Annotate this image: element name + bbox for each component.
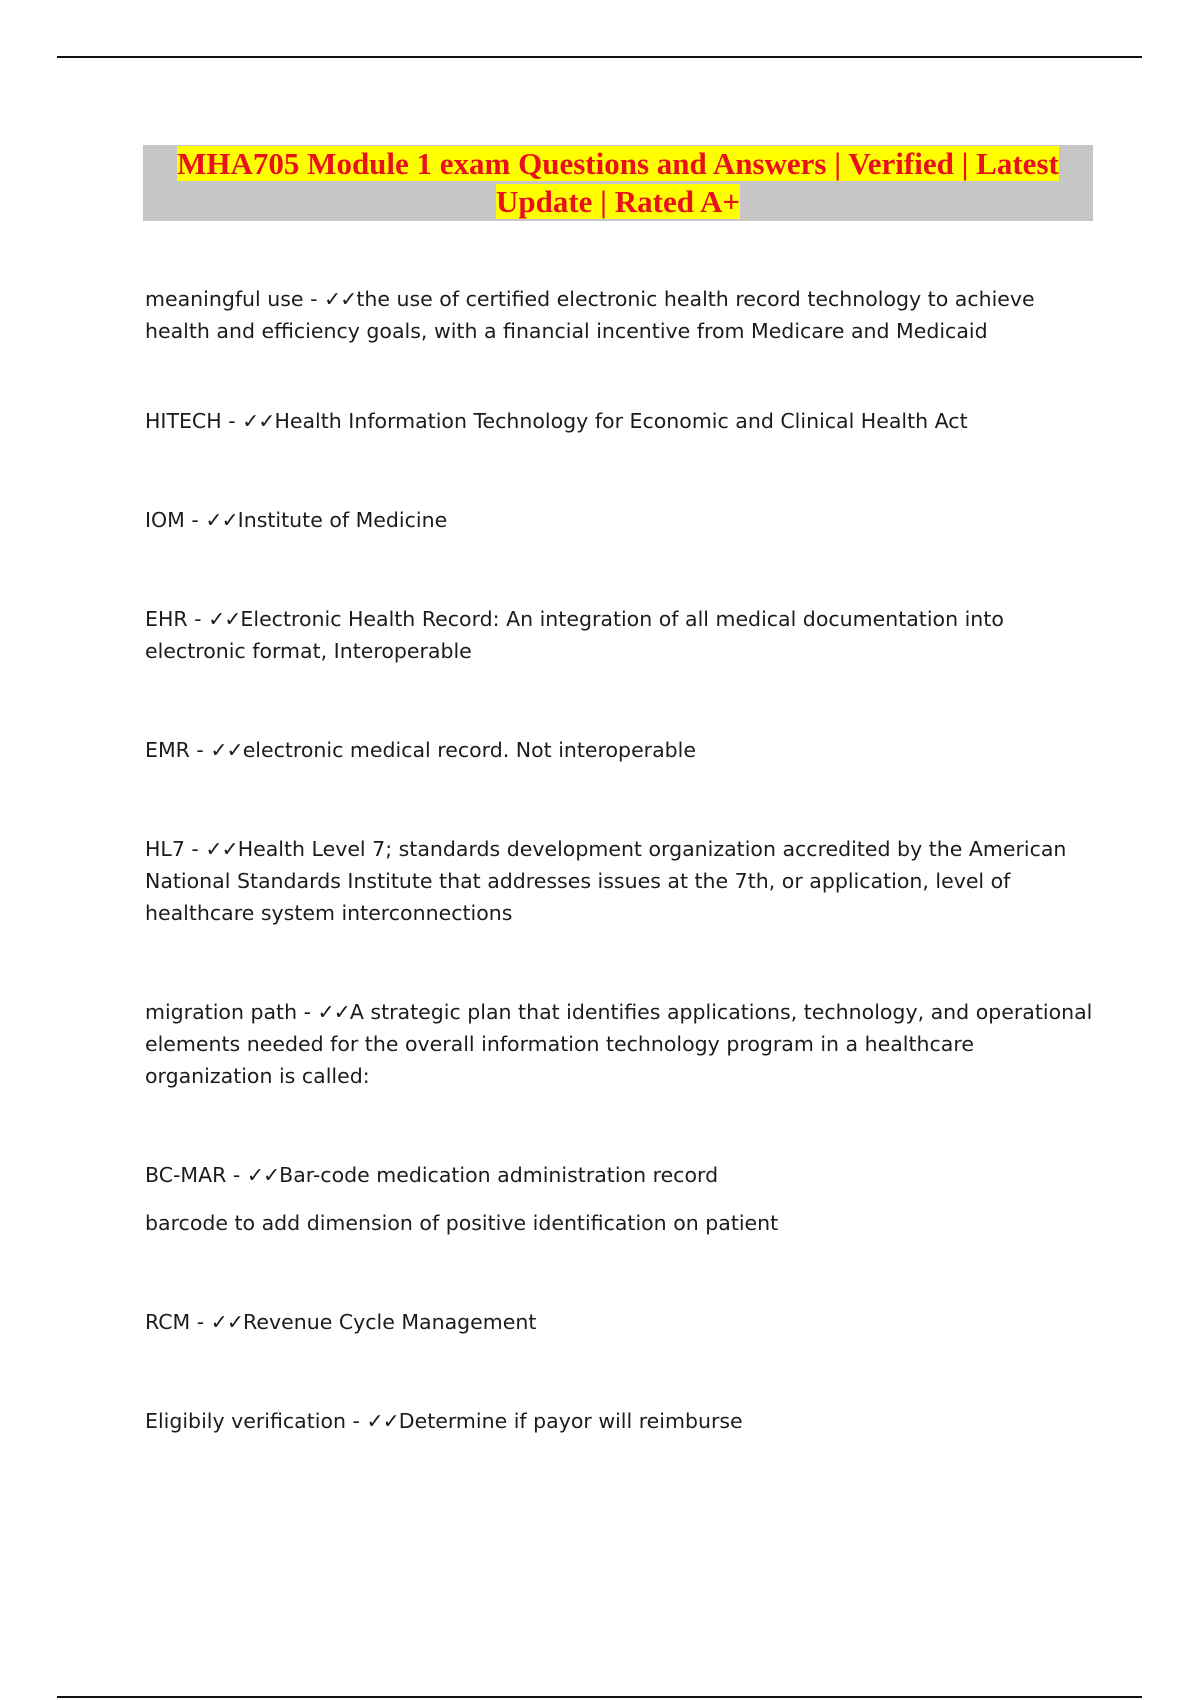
check-icon: ✓✓ bbox=[323, 287, 357, 311]
entry-term: IOM bbox=[145, 508, 185, 532]
qa-entry-emr bbox=[145, 734, 1100, 766]
entry-term: EMR bbox=[145, 738, 190, 762]
entry-separator: - bbox=[184, 508, 206, 532]
qa-entry-bc-mar-note: barcode to add dimension of positive identification on patient bbox=[145, 1211, 779, 1235]
entry-term: Eligibily verification bbox=[145, 1409, 346, 1433]
check-icon: ✓✓ bbox=[246, 1163, 280, 1187]
entry-definition: Health Level 7; standards development organization accredited by the American National Standards Institute that addresses issues at the 7th, or application, level of healthcare system interconnections bbox=[145, 837, 1067, 925]
entry-separator: - bbox=[346, 1409, 367, 1433]
qa-entry-rcm bbox=[145, 1306, 1100, 1338]
entry-definition: Institute of Medicine bbox=[237, 508, 448, 532]
qa-entry-bc-mar bbox=[145, 1159, 1100, 1191]
check-icon: ✓✓ bbox=[242, 409, 275, 433]
entry-separator: - bbox=[189, 738, 211, 762]
entry-definition: electronic medical record. Not interoperable bbox=[242, 738, 696, 762]
entry-term: BC-MAR bbox=[145, 1163, 227, 1187]
entry-definition: the use of certified electronic health record technology to achieve health and efficiency goals, with a financial incentive from Medicare and Medicaid bbox=[145, 287, 1035, 343]
qa-entry-ehr bbox=[145, 603, 1100, 667]
entry-term: RCM bbox=[145, 1310, 191, 1334]
check-icon: ✓✓ bbox=[208, 607, 241, 631]
qa-entry-eligibility-verification bbox=[145, 1405, 1100, 1437]
qa-entry-migration-path bbox=[145, 996, 1100, 1092]
document-title: MHA705 Module 1 exam Questions and Answers | Verified | Latest Update | Rated A+ bbox=[177, 146, 1059, 219]
check-icon: ✓✓ bbox=[317, 1000, 350, 1024]
qa-entry-hitech bbox=[145, 405, 1100, 437]
entry-term: HL7 bbox=[145, 837, 185, 861]
qa-entry-iom bbox=[145, 504, 1100, 536]
entry-definition: Electronic Health Record: An integration of all medical documentation into electronic format, Interoperable bbox=[145, 607, 1004, 663]
entry-separator: - bbox=[226, 1163, 247, 1187]
check-icon: ✓✓ bbox=[210, 738, 243, 762]
entry-term: HITECH bbox=[145, 409, 222, 433]
qa-entry-meaningful-use bbox=[145, 283, 1100, 347]
bottom-rule bbox=[57, 1696, 1142, 1698]
qa-list bbox=[145, 283, 1100, 1437]
entry-definition: Bar-code medication administration record bbox=[279, 1163, 719, 1187]
entry-separator: - bbox=[221, 409, 243, 433]
entry-separator: - bbox=[187, 607, 209, 631]
check-icon: ✓✓ bbox=[210, 1310, 244, 1334]
qa-entry-hl7 bbox=[145, 833, 1100, 929]
entry-definition: A strategic plan that identifies applications, technology, and operational elements needed for the overall information technology program in a healthcare organization is called: bbox=[145, 1000, 1093, 1088]
entry-separator: - bbox=[190, 1310, 211, 1334]
entry-definition: Determine if payor will reimburse bbox=[398, 1409, 743, 1433]
top-rule bbox=[57, 56, 1142, 58]
check-icon: ✓✓ bbox=[366, 1409, 399, 1433]
entry-separator: - bbox=[297, 1000, 318, 1024]
check-icon: ✓✓ bbox=[205, 837, 238, 861]
check-icon: ✓✓ bbox=[205, 508, 238, 532]
entry-term: migration path bbox=[145, 1000, 298, 1024]
entry-separator: - bbox=[184, 837, 206, 861]
entry-definition: Revenue Cycle Management bbox=[243, 1310, 537, 1334]
entry-term: EHR bbox=[145, 607, 188, 631]
entry-term: meaningful use bbox=[145, 287, 304, 311]
document-title-band bbox=[143, 145, 1093, 221]
entry-separator: - bbox=[303, 287, 324, 311]
entry-definition: Health Information Technology for Economic and Clinical Health Act bbox=[274, 409, 968, 433]
